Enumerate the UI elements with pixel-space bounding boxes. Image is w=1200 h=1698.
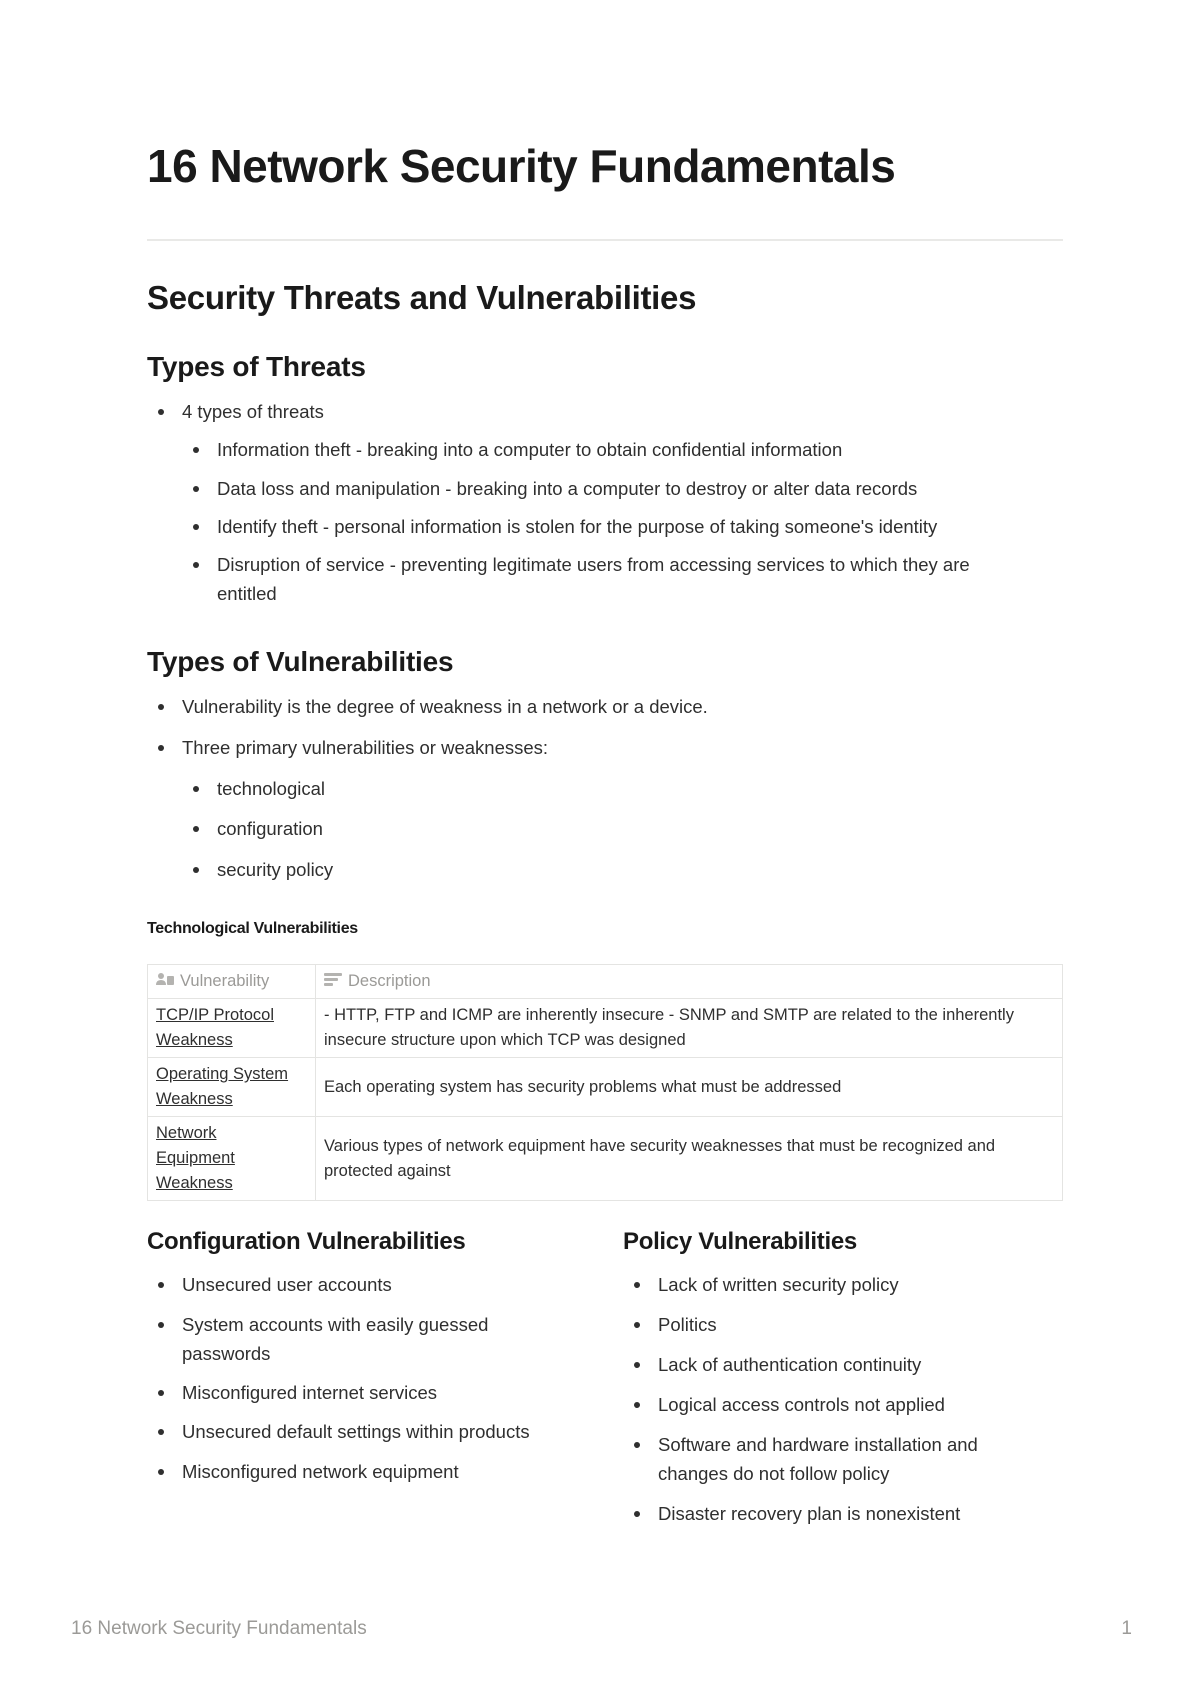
list-item: Lack of written security policy	[623, 1270, 1063, 1299]
list-item: Unsecured default settings within products	[147, 1417, 587, 1446]
list-item: Disruption of service - preventing legitimate users from accessing services to which they are entitled	[147, 550, 997, 608]
list-item: Disaster recovery plan is nonexistent	[623, 1499, 1063, 1528]
column-header-description	[316, 965, 1063, 999]
column-header-vulnerability	[148, 965, 316, 999]
list-item: configuration	[147, 814, 1063, 843]
list-item: Information theft - breaking into a computer to obtain confidential information	[147, 435, 1063, 464]
description-cell: - HTTP, FTP and ICMP are inherently insecure - SNMP and SMTP are related to the inherently insecure structure upon which TCP was designed	[316, 999, 1063, 1058]
list-item: technological	[147, 774, 1063, 803]
vulnerability-link[interactable]: Network Equipment Weakness	[156, 1124, 235, 1193]
table-row	[148, 1058, 1063, 1117]
list-item: Unsecured user accounts	[147, 1270, 587, 1299]
configuration-heading: Configuration Vulnerabilities	[147, 1228, 466, 1255]
description-cell: Each operating system has security problems what must be addressed	[316, 1058, 1063, 1117]
list-item: security policy	[147, 855, 1063, 884]
list-item: Politics	[623, 1310, 1063, 1339]
vulnerability-cell	[148, 1058, 316, 1117]
column-header-label: Vulnerability	[180, 972, 270, 990]
footer-title: 16 Network Security Fundamentals	[71, 1618, 367, 1639]
description-cell: Various types of network equipment have security weaknesses that must be recognized and protected against	[316, 1117, 1063, 1201]
page-title: 16 Network Security Fundamentals	[147, 140, 896, 192]
vulnerability-link[interactable]: Operating System Weakness	[156, 1065, 289, 1109]
vulnerabilities-heading: Types of Vulnerabilities	[147, 646, 454, 677]
table-header-row	[148, 965, 1063, 999]
list-item: Software and hardware installation and changes do not follow policy	[623, 1430, 1038, 1488]
table-row	[148, 999, 1063, 1058]
technological-vulnerabilities-table	[147, 964, 1063, 1201]
threats-list	[147, 397, 1063, 608]
vulnerability-cell	[148, 999, 316, 1058]
person-icon	[156, 969, 174, 994]
list-item: Identify theft - personal information is stolen for the purpose of taking someone's identity	[147, 512, 1063, 541]
title-divider	[147, 239, 1063, 241]
section-heading: Security Threats and Vulnerabilities	[147, 279, 697, 316]
text-lines-icon	[324, 969, 342, 994]
list-item: System accounts with easily guessed passwords	[147, 1310, 552, 1368]
vulnerability-link[interactable]: TCP/IP Protocol Weakness	[156, 1006, 274, 1050]
list-item: Logical access controls not applied	[623, 1390, 1063, 1419]
list-item: Vulnerability is the degree of weakness in a network or a device.	[147, 692, 1063, 721]
list-item: Lack of authentication continuity	[623, 1350, 1063, 1379]
policy-heading: Policy Vulnerabilities	[623, 1228, 857, 1255]
column-header-label: Description	[348, 972, 431, 990]
list-item: 4 types of threats	[147, 397, 1063, 426]
list-item: Data loss and manipulation - breaking into a computer to destroy or alter data records	[147, 474, 1063, 503]
table-caption: Technological Vulnerabilities	[147, 920, 358, 937]
list-item: Misconfigured internet services	[147, 1378, 587, 1407]
vulnerabilities-list	[147, 692, 1063, 884]
vulnerability-cell	[148, 1117, 316, 1201]
page-number: 1	[1121, 1618, 1132, 1639]
threats-heading: Types of Threats	[147, 351, 366, 382]
configuration-list	[147, 1270, 587, 1486]
table-row	[148, 1117, 1063, 1201]
list-item: Misconfigured network equipment	[147, 1457, 587, 1486]
list-item: Three primary vulnerabilities or weaknesses:	[147, 733, 1063, 762]
policy-list	[623, 1270, 1063, 1528]
